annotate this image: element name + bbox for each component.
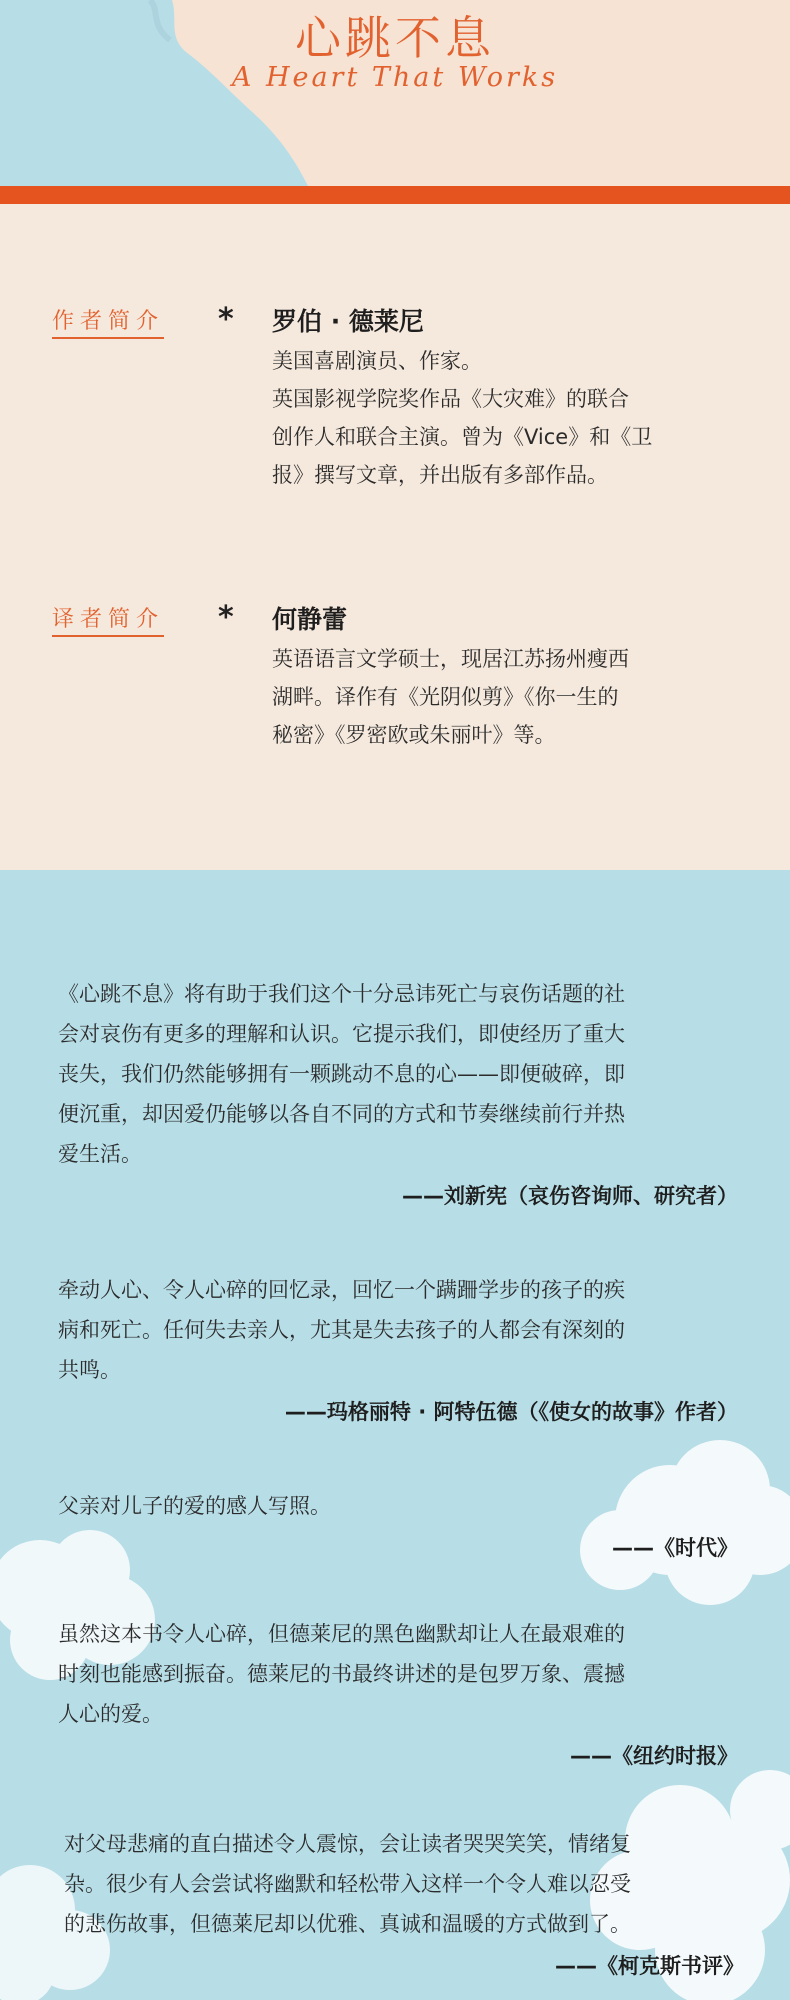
header-divider-bar — [0, 186, 790, 204]
review-1 — [58, 974, 738, 1214]
author-name: 罗伯 · 德莱尼 — [272, 307, 424, 336]
author-line: 英国影视学院奖作品《大灾难》的联合 — [272, 387, 629, 411]
author-line: 报》撰写文章，并出版有多部作品。 — [272, 463, 608, 487]
review-line: 父亲对儿子的爱的感人写照。 — [58, 1494, 331, 1518]
review-3 — [58, 1486, 738, 1566]
reviews-section — [0, 870, 790, 2000]
author-description — [272, 342, 742, 494]
review-line: 《心跳不息》将有助于我们这个十分忌讳死亡与哀伤话题的社 — [58, 982, 625, 1006]
review-5 — [64, 1824, 744, 1984]
review-4 — [58, 1614, 738, 1774]
review-2 — [58, 1270, 738, 1430]
review-line: 牵动人心、令人心碎的回忆录，回忆一个蹒跚学步的孩子的疾 — [58, 1278, 625, 1302]
review-line: 人心的爱。 — [58, 1702, 163, 1726]
translator-line: 湖畔。译作有《光阴似剪》《你一生的 — [272, 685, 619, 709]
review-line: 共鸣。 — [58, 1358, 121, 1382]
translator-description — [272, 640, 742, 754]
translator-label: 译者简介 — [52, 602, 164, 637]
review-line: 对父母悲痛的直白描述令人震惊，会让读者哭哭笑笑，情绪复 — [64, 1832, 631, 1856]
asterisk-icon: * — [218, 600, 234, 635]
author-label: 作者简介 — [52, 304, 164, 339]
translator-name: 何静蕾 — [272, 605, 348, 634]
title-english: A Heart That Works — [231, 62, 559, 93]
review-line: 病和死亡。任何失去亲人，尤其是失去孩子的人都会有深刻的 — [58, 1318, 625, 1342]
review-source: ——《纽约时报》 — [570, 1744, 738, 1768]
review-line: 会对哀伤有更多的理解和认识。它提示我们，即使经历了重大 — [58, 1022, 625, 1046]
review-source: ——《时代》 — [612, 1536, 738, 1560]
review-source: ——玛格丽特 · 阿特伍德（《使女的故事》作者） — [284, 1400, 738, 1424]
author-line: 创作人和联合主演。曾为《Vice》和《卫 — [272, 425, 653, 449]
review-line: 的悲伤故事，但德莱尼却以优雅、真诚和温暖的方式做到了。 — [64, 1912, 631, 1936]
translator-line: 秘密》《罗密欧或朱丽叶》等。 — [272, 723, 556, 747]
header — [0, 0, 790, 186]
review-source: ——刘新宪（哀伤咨询师、研究者） — [402, 1184, 738, 1208]
title-chinese: 心跳不息 — [295, 11, 495, 65]
asterisk-icon: * — [218, 302, 234, 337]
translator-line: 英语语言文学硕士，现居江苏扬州瘦西 — [272, 647, 629, 671]
bio-section — [0, 204, 790, 870]
author-line: 美国喜剧演员、作家。 — [272, 349, 482, 373]
review-line: 时刻也能感到振奋。德莱尼的书最终讲述的是包罗万象、震撼 — [58, 1662, 625, 1686]
review-source: ——《柯克斯书评》 — [555, 1954, 744, 1978]
review-line: 爱生活。 — [58, 1142, 142, 1166]
review-line: 虽然这本书令人心碎，但德莱尼的黑色幽默却让人在最艰难的 — [58, 1622, 625, 1646]
review-line: 杂。很少有人会尝试将幽默和轻松带入这样一个令人难以忍受 — [64, 1872, 631, 1896]
review-line: 丧失，我们仍然能够拥有一颗跳动不息的心——即便破碎，即 — [58, 1062, 625, 1086]
review-line: 便沉重，却因爱仍能够以各自不同的方式和节奏继续前行并热 — [58, 1102, 625, 1126]
